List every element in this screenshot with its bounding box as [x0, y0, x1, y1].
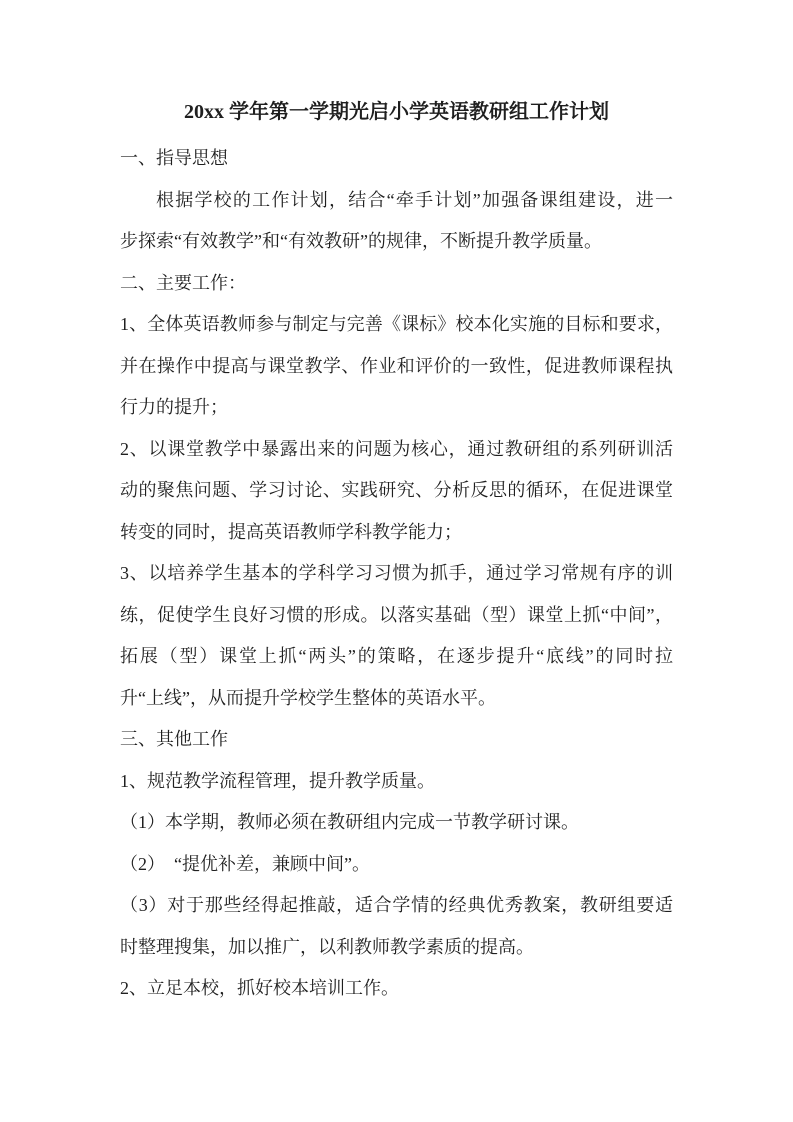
list-item-line: 1、规范教学流程管理，提升教学质量。 [120, 770, 435, 791]
list-item-line: （2） “提优补差，兼顾中间”。 [120, 853, 370, 874]
section-heading-1: 一、指导思想 [120, 148, 228, 168]
list-item-line: 拓展（型）课堂上抓“两头”的策略，在逐步提升“底线”的同时拉 [120, 646, 673, 666]
list-item-line: 转变的同时，提高英语教师学科教学能力； [120, 521, 462, 542]
list-item-line: 3、以培养学生基本的学科学习习惯为抓手，通过学习常规有序的训 [120, 563, 673, 583]
list-item-line: （3）对于那些经得起推敲，适合学情的经典优秀教案，教研组要适 [120, 895, 673, 915]
list-item-line: 2、立足本校，抓好校本培训工作。 [120, 978, 399, 998]
list-item-line: 时整理搜集，加以推广，以利教师教学素质的提高。 [120, 936, 534, 957]
list-item-line: （1）本学期，教师必须在教研组内完成一节教学研讨课。 [120, 812, 579, 832]
list-item-line: 动的聚焦问题、学习讨论、实践研究、分析反思的循环，在促进课堂 [120, 480, 673, 500]
section-heading-2: 二、主要工作： [120, 272, 246, 293]
list-item-line: 行力的提升； [120, 397, 228, 417]
list-item-line: 并在操作中提高与课堂教学、作业和评价的一致性，促进教师课程执 [120, 355, 673, 376]
list-item-line: 升“上线”，从而提升学校学生整体的英语水平。 [120, 687, 496, 708]
paragraph-line: 根据学校的工作计划，结合“牵手计划”加强备课组建设，进一 [156, 189, 673, 210]
list-item-line: 练，促使学生良好习惯的形成。以落实基础（型）课堂上抓“中间”， [120, 604, 673, 625]
section-heading-3: 三、其他工作 [120, 729, 228, 749]
list-item-line: 2、以课堂教学中暴露出来的问题为核心，通过教研组的系列研训活 [120, 438, 673, 459]
list-item-line: 1、全体英语教师参与制定与完善《课标》校本化实施的目标和要求， [120, 314, 673, 334]
document-body [120, 138, 673, 1010]
paragraph-line: 步探索“有效教学”和“有效教研”的规律，不断提升教学质量。 [120, 231, 602, 251]
document-title: 20xx 学年第一学期光启小学英语教研组工作计划 [184, 101, 609, 123]
